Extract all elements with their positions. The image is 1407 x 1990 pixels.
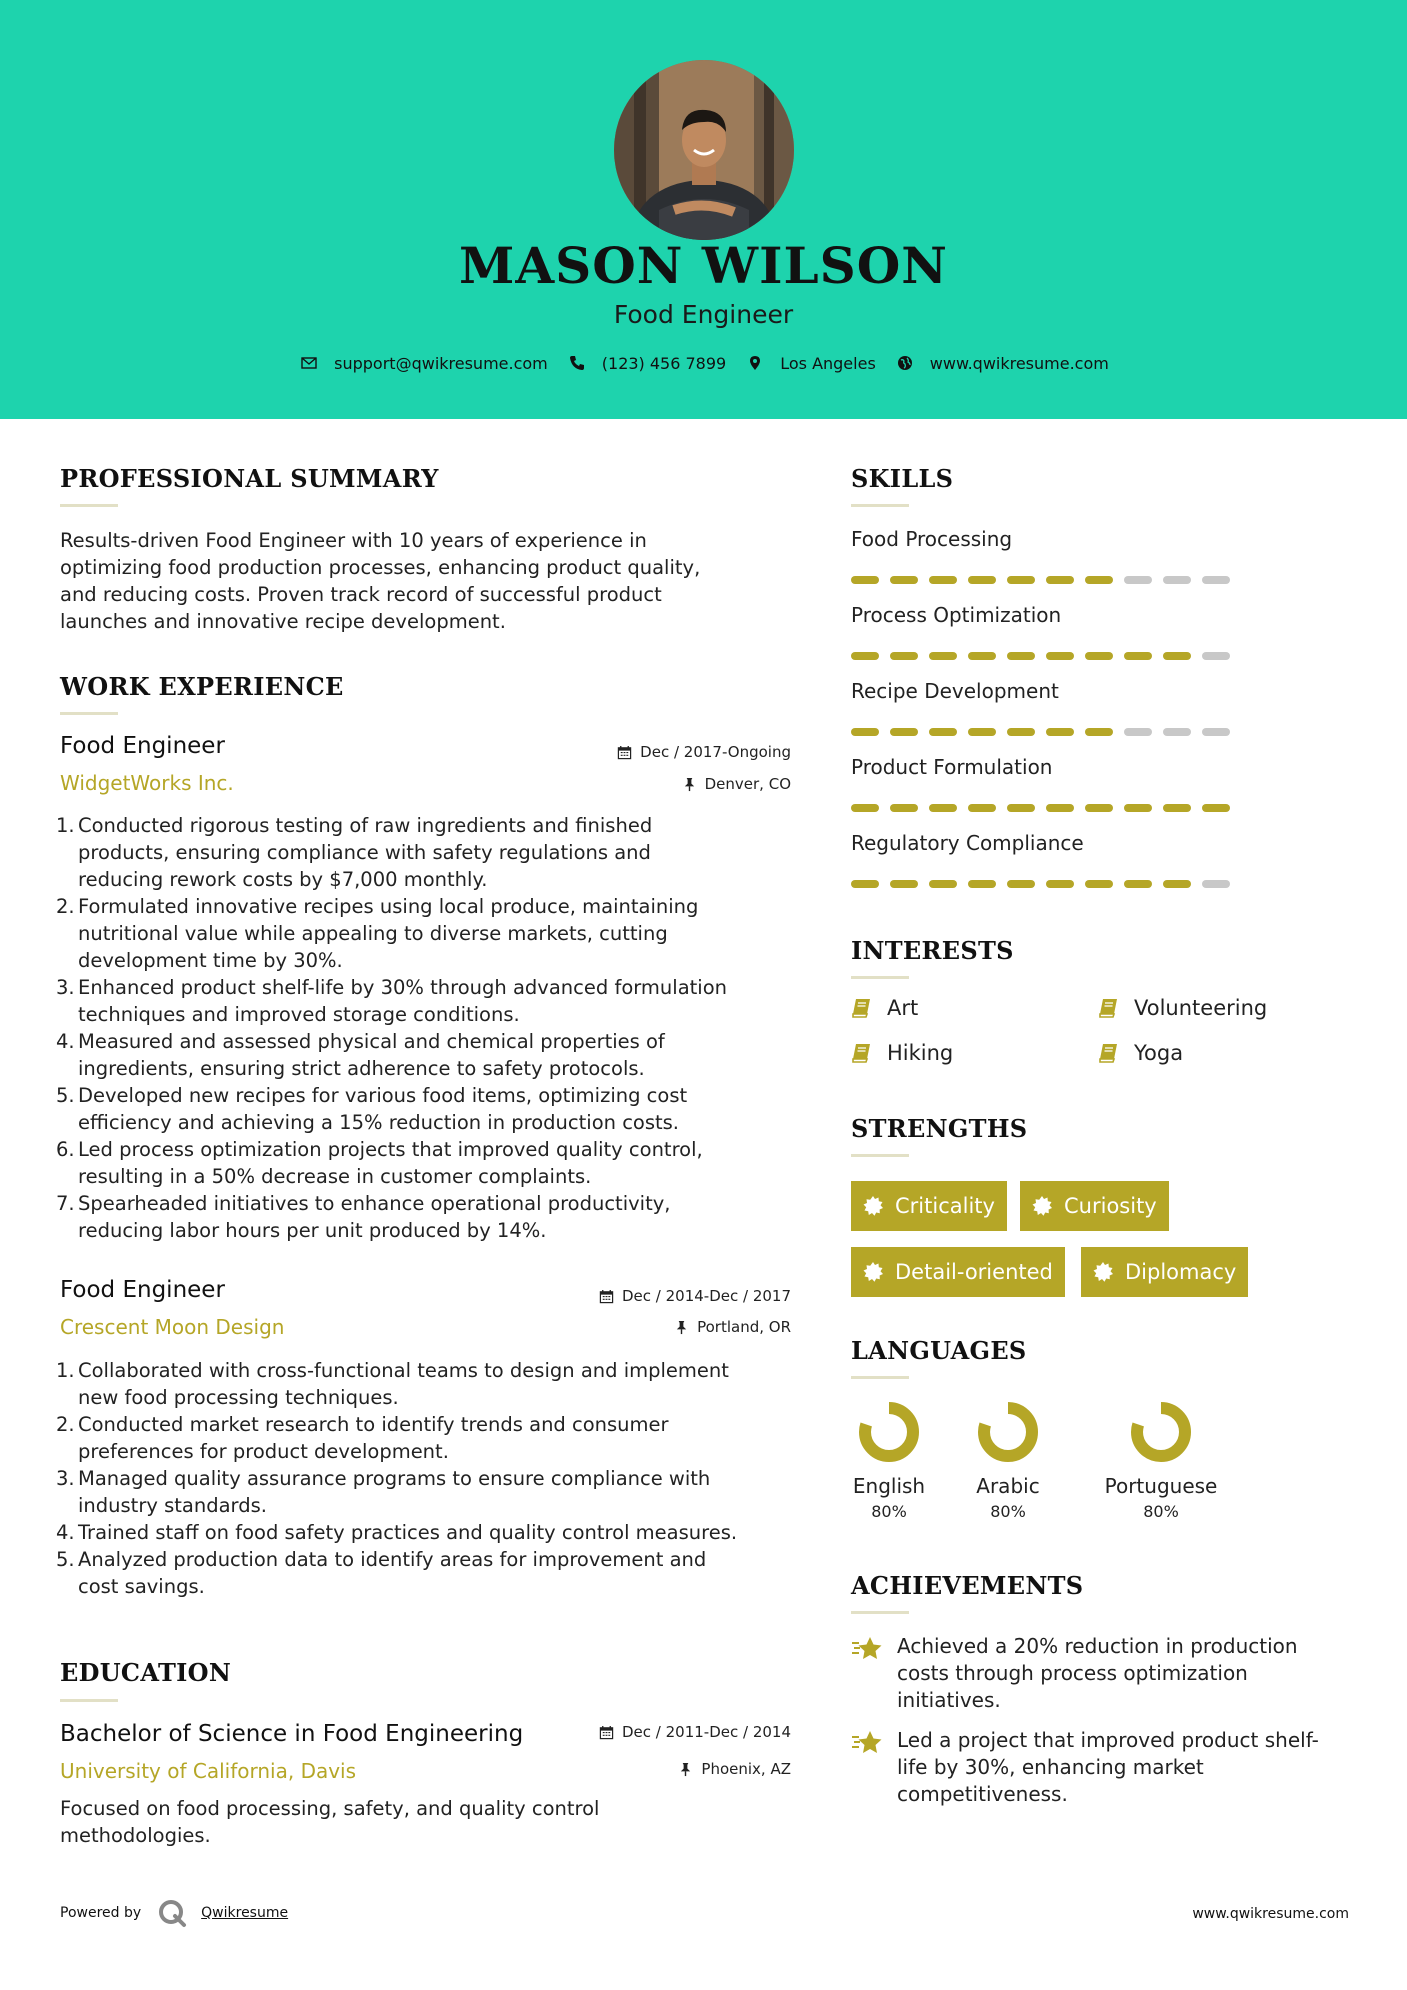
rating-dash	[1007, 652, 1035, 660]
rating-dash	[1007, 804, 1035, 812]
language-name: Portuguese	[1104, 1474, 1218, 1498]
experience-heading: WORK EXPERIENCE	[60, 672, 344, 701]
achievement-item	[851, 1633, 1347, 1714]
language-gauge	[976, 1400, 1040, 1464]
star-icon	[851, 1635, 883, 1663]
rating-dash	[968, 880, 996, 888]
interest-label: Volunteering	[1134, 996, 1268, 1020]
rating-dash	[968, 652, 996, 660]
rating-dash	[1163, 728, 1191, 736]
rating-dash	[890, 728, 918, 736]
rating-dash	[1046, 880, 1074, 888]
rating-dash	[1163, 880, 1191, 888]
list-item: 4. Measured and assessed physical and chemical properties of ingredients, ensuring strict adherence to safety protocols.	[56, 1030, 665, 1080]
job-duties	[56, 1357, 800, 1600]
brand-link[interactable]: Qwikresume	[201, 1905, 289, 1921]
summary-line: and reducing costs. Proven track record of successful product	[60, 583, 662, 606]
rating-dash	[1085, 576, 1113, 584]
gauge-arc	[984, 1408, 1032, 1456]
rating-dash	[1046, 652, 1074, 660]
list-item: 7. Spearheaded initiatives to enhance operational productivity, reducing labor hours per unit produced by 14%.	[56, 1192, 671, 1242]
degree-title: Bachelor of Science in Food Engineering	[60, 1721, 524, 1747]
list-item: 5. Developed new recipes for various food items, optimizing cost efficiency and achieving a 15% reduction in production costs.	[56, 1084, 688, 1134]
interests-heading: INTERESTS	[851, 936, 1014, 965]
rating-dash	[1085, 728, 1113, 736]
skills-rule	[851, 504, 909, 507]
job-date-text: Dec / 2014-Dec / 2017	[622, 1287, 791, 1305]
phone-icon	[566, 352, 588, 374]
rating-dash	[968, 804, 996, 812]
rating-dash	[1124, 652, 1152, 660]
list-item: 3. Managed quality assurance programs to ensure compliance with industry standards.	[56, 1467, 711, 1517]
strength-tag	[1081, 1247, 1248, 1297]
gauge-arc	[1137, 1408, 1185, 1456]
rating-dash	[1007, 576, 1035, 584]
contact-email[interactable]	[298, 352, 548, 374]
rating-dash	[851, 804, 879, 812]
interest-item	[851, 1041, 953, 1065]
rating-dash	[1124, 804, 1152, 812]
education-rule	[60, 1699, 118, 1702]
rating-dash	[1202, 652, 1230, 660]
achievements-heading: ACHIEVEMENTS	[851, 1571, 1084, 1600]
rating-dash	[1202, 880, 1230, 888]
contact-website[interactable]	[894, 352, 1109, 374]
rating-dash	[890, 652, 918, 660]
rating-dash	[1007, 880, 1035, 888]
rating-dash	[929, 880, 957, 888]
skill-rating	[851, 728, 1241, 736]
rating-dash	[1046, 728, 1074, 736]
candidate-name: MASON WILSON	[459, 236, 948, 295]
phone-text[interactable]: (123) 456 7899	[601, 353, 727, 373]
education-location-text: Phoenix, AZ	[701, 1760, 791, 1778]
summary-line: optimizing food production processes, enhancing product quality,	[60, 556, 701, 579]
education-description	[60, 1795, 800, 1849]
job-duties	[56, 812, 800, 1244]
interest-label: Yoga	[1134, 1041, 1184, 1065]
skill-label: Product Formulation	[851, 755, 1053, 779]
language-name: Arabic	[976, 1474, 1040, 1498]
list-item: 1. Conducted rigorous testing of raw ingredients and finished products, ensuring compliance with safety regulations and reducing rework costs by $7,000 monthly.	[56, 814, 653, 891]
language-gauge	[857, 1400, 921, 1464]
email-text[interactable]: support@qwikresume.com	[334, 353, 548, 373]
envelope-icon	[298, 352, 320, 374]
strengths-rule	[851, 1154, 909, 1157]
rating-dash	[1124, 728, 1152, 736]
gauge-arc	[865, 1408, 913, 1456]
rating-dash	[1085, 652, 1113, 660]
language-item	[948, 1400, 1068, 1521]
book-icon	[851, 1042, 873, 1064]
rating-dash	[851, 652, 879, 660]
calendar-icon	[599, 1289, 614, 1304]
rating-dash	[890, 880, 918, 888]
location-text: Los Angeles	[780, 353, 876, 373]
rating-dash	[851, 576, 879, 584]
language-gauge	[1129, 1400, 1193, 1464]
job-date	[500, 1287, 791, 1305]
summary-rule	[60, 504, 118, 507]
map-pin-icon	[744, 352, 766, 374]
badge-icon	[1032, 1196, 1052, 1216]
interest-item	[851, 996, 918, 1020]
achievement-text: Achieved a 20% reduction in production costs through process optimization initiatives.	[897, 1634, 1298, 1712]
skill-rating	[851, 880, 1241, 888]
languages-heading: LANGUAGES	[851, 1336, 1027, 1365]
language-name: English	[852, 1474, 926, 1498]
strength-label: Curiosity	[1064, 1194, 1157, 1218]
calendar-icon	[617, 745, 632, 760]
globe-icon	[894, 352, 916, 374]
profile-photo	[614, 60, 794, 240]
strength-tag	[1020, 1181, 1169, 1231]
job-date	[500, 743, 791, 761]
strength-tag	[851, 1247, 1065, 1297]
strength-label: Diplomacy	[1125, 1260, 1237, 1284]
badge-icon	[1093, 1262, 1113, 1282]
rating-dash	[1085, 880, 1113, 888]
job-location	[500, 1318, 791, 1336]
job-date-text: Dec / 2017-Ongoing	[640, 743, 791, 761]
star-icon	[851, 1729, 883, 1757]
footer-powered-by	[60, 1898, 288, 1928]
footer-website[interactable]: www.qwikresume.com	[1192, 1906, 1349, 1922]
list-item: 3. Enhanced product shelf-life by 30% through advanced formulation techniques and improved storage conditions.	[56, 976, 727, 1026]
strength-label: Criticality	[895, 1194, 995, 1218]
education-location	[500, 1760, 791, 1778]
language-item	[829, 1400, 949, 1521]
book-icon	[851, 997, 873, 1019]
list-item: 6. Led process optimization projects that improved quality control, resulting in a 50% decrease in customer complaints.	[56, 1138, 703, 1188]
skill-label: Recipe Development	[851, 679, 1059, 703]
achievement-text: Led a project that improved product shelf- life by 30%, enhancing market competitiveness.	[897, 1728, 1319, 1806]
rating-dash	[890, 804, 918, 812]
job-location	[500, 775, 791, 793]
summary-line: launches and innovative recipe development.	[60, 610, 506, 633]
job-title: Food Engineer	[60, 1277, 225, 1303]
skills-heading: SKILLS	[851, 464, 954, 493]
strengths-heading: STRENGTHS	[851, 1114, 1028, 1143]
job-title: Food Engineer	[60, 733, 225, 759]
rating-dash	[929, 804, 957, 812]
rating-dash	[1202, 804, 1230, 812]
list-item: 2. Formulated innovative recipes using local produce, maintaining nutritional value while appealing to diverse markets, cutting development time by 30%.	[56, 895, 699, 972]
skill-rating	[851, 576, 1241, 584]
list-item: 4. Trained staff on food safety practices and quality control measures.	[56, 1521, 738, 1544]
pushpin-icon	[678, 1762, 693, 1777]
website-text[interactable]: www.qwikresume.com	[929, 353, 1109, 373]
strength-label: Detail-oriented	[895, 1260, 1053, 1284]
interest-item	[1098, 1041, 1183, 1065]
contact-bar	[0, 352, 1407, 374]
achievement-item	[851, 1727, 1347, 1808]
book-icon	[1098, 997, 1120, 1019]
education-line: Focused on food processing, safety, and quality control	[60, 1797, 600, 1820]
language-item	[1101, 1400, 1221, 1521]
interest-label: Hiking	[887, 1041, 954, 1065]
experience-rule	[60, 712, 118, 715]
badge-icon	[863, 1262, 883, 1282]
powered-by-text: Powered by	[60, 1905, 142, 1921]
rating-dash	[929, 652, 957, 660]
strength-tag	[851, 1181, 1007, 1231]
summary-line: Results-driven Food Engineer with 10 years of experience in	[60, 529, 647, 552]
language-percent: 80%	[1143, 1502, 1179, 1521]
interests-rule	[851, 976, 909, 979]
education-date	[500, 1723, 791, 1741]
interest-item	[1098, 996, 1267, 1020]
pushpin-icon	[674, 1320, 689, 1335]
summary-heading: PROFESSIONAL SUMMARY	[60, 464, 439, 493]
contact-location	[744, 352, 876, 374]
interest-label: Art	[887, 996, 919, 1020]
list-item: 2. Conducted market research to identify trends and consumer preferences for product development.	[56, 1413, 669, 1463]
rating-dash	[1163, 576, 1191, 584]
rating-dash	[1163, 652, 1191, 660]
rating-dash	[929, 728, 957, 736]
rating-dash	[890, 576, 918, 584]
rating-dash	[851, 728, 879, 736]
skill-label: Regulatory Compliance	[851, 831, 1084, 855]
education-heading: EDUCATION	[60, 1658, 232, 1687]
calendar-icon	[599, 1725, 614, 1740]
school-name: University of California, Davis	[60, 1759, 357, 1783]
rating-dash	[851, 880, 879, 888]
contact-phone[interactable]	[566, 352, 726, 374]
rating-dash	[1007, 728, 1035, 736]
language-percent: 80%	[990, 1502, 1026, 1521]
rating-dash	[1046, 804, 1074, 812]
rating-dash	[968, 728, 996, 736]
rating-dash	[1046, 576, 1074, 584]
rating-dash	[929, 576, 957, 584]
list-item: 1. Collaborated with cross-functional teams to design and implement new food processing techniques.	[56, 1359, 729, 1409]
badge-icon	[863, 1196, 883, 1216]
avatar	[614, 60, 794, 240]
skill-label: Food Processing	[851, 527, 1013, 551]
pushpin-icon	[682, 777, 697, 792]
list-item: 5. Analyzed production data to identify areas for improvement and cost savings.	[56, 1548, 707, 1598]
education-date-text: Dec / 2011-Dec / 2014	[622, 1723, 791, 1741]
rating-dash	[1202, 576, 1230, 584]
job-company: Crescent Moon Design	[60, 1315, 285, 1339]
job-company: WidgetWorks Inc.	[60, 771, 234, 795]
rating-dash	[1124, 880, 1152, 888]
rating-dash	[1124, 576, 1152, 584]
rating-dash	[1085, 804, 1113, 812]
header-banner	[0, 0, 1407, 419]
job-location-text: Denver, CO	[704, 775, 791, 793]
book-icon	[1098, 1042, 1120, 1064]
skill-rating	[851, 804, 1241, 812]
language-percent: 80%	[871, 1502, 907, 1521]
job-location-text: Portland, OR	[697, 1318, 791, 1336]
summary-text	[60, 527, 800, 635]
skill-label: Process Optimization	[851, 603, 1062, 627]
rating-dash	[968, 576, 996, 584]
skill-rating	[851, 652, 1241, 660]
achievements-rule	[851, 1611, 909, 1614]
candidate-role: Food Engineer	[613, 300, 794, 329]
languages-rule	[851, 1376, 909, 1379]
education-line: methodologies.	[60, 1824, 211, 1847]
rating-dash	[1202, 728, 1230, 736]
qwikresume-logo-icon[interactable]	[157, 1898, 187, 1928]
rating-dash	[1163, 804, 1191, 812]
